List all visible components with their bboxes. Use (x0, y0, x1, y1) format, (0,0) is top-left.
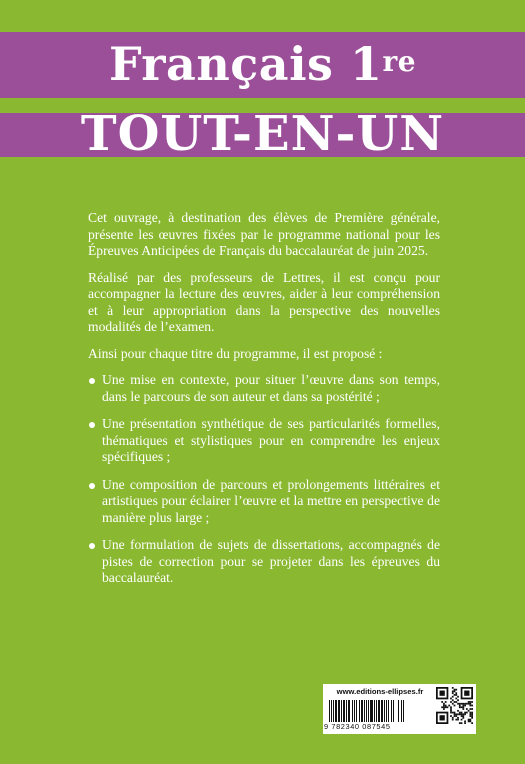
list-intro-paragraph: Ainsi pour chaque titre du programme, il est proposé : (88, 345, 383, 361)
book-title-text: Français 1 (108, 37, 383, 91)
list-item (88, 416, 440, 466)
list-item-text: Une composition de parcours et prolongements littéraires et artistiques pour éclairer l’œuvre et la mettre en perspective de manière plus large ; (102, 476, 440, 525)
bullet-icon (89, 378, 95, 384)
list-item-text: Une formulation de sujets de dissertations, accompagnés de pistes de correction pour se projeter dans les épreuves du baccalauréat. (102, 537, 440, 585)
book-title (0, 34, 525, 94)
barcode-panel (323, 684, 476, 734)
feature-list (88, 372, 440, 587)
bullet-icon (89, 543, 95, 549)
list-item (88, 537, 440, 587)
book-subtitle: TOUT-EN-UN (80, 106, 445, 162)
isbn-number: 9 782340 087545 (324, 722, 391, 731)
list-item-text: Une présentation synthétique de ses particularités formelles, thématiques et stylistiques pour en comprendre les enjeux spécifiques ; (102, 416, 440, 464)
authors-paragraph: Réalisé par des professeurs de Lettres, il est conçu pour accompagner la lecture des œuvres, aider à leur compréhension et à leur appropriation dans la perspective des nouvelles modalités de l’examen. (88, 269, 440, 334)
list-item (88, 477, 440, 527)
isbn-barcode (329, 700, 431, 722)
book-title-superscript: re (382, 45, 417, 78)
intro-paragraph: Cet ouvrage, à destination des élèves de Première générale, présente les œuvres fixées par le programme national pour les Épreuves Anticipées de Français du baccalauréat de juin 2025. (88, 210, 440, 258)
list-item-text: Une mise en contexte, pour situer l’œuvre dans son temps, dans le parcours de son auteur et dans sa postérité ; (102, 372, 440, 404)
bullet-icon (89, 483, 95, 489)
bullet-icon (89, 422, 95, 428)
qr-code-icon (436, 687, 473, 724)
back-cover-text (88, 210, 440, 598)
publisher-website: www.editions-ellipses.fr (336, 687, 424, 696)
list-item (88, 372, 440, 405)
